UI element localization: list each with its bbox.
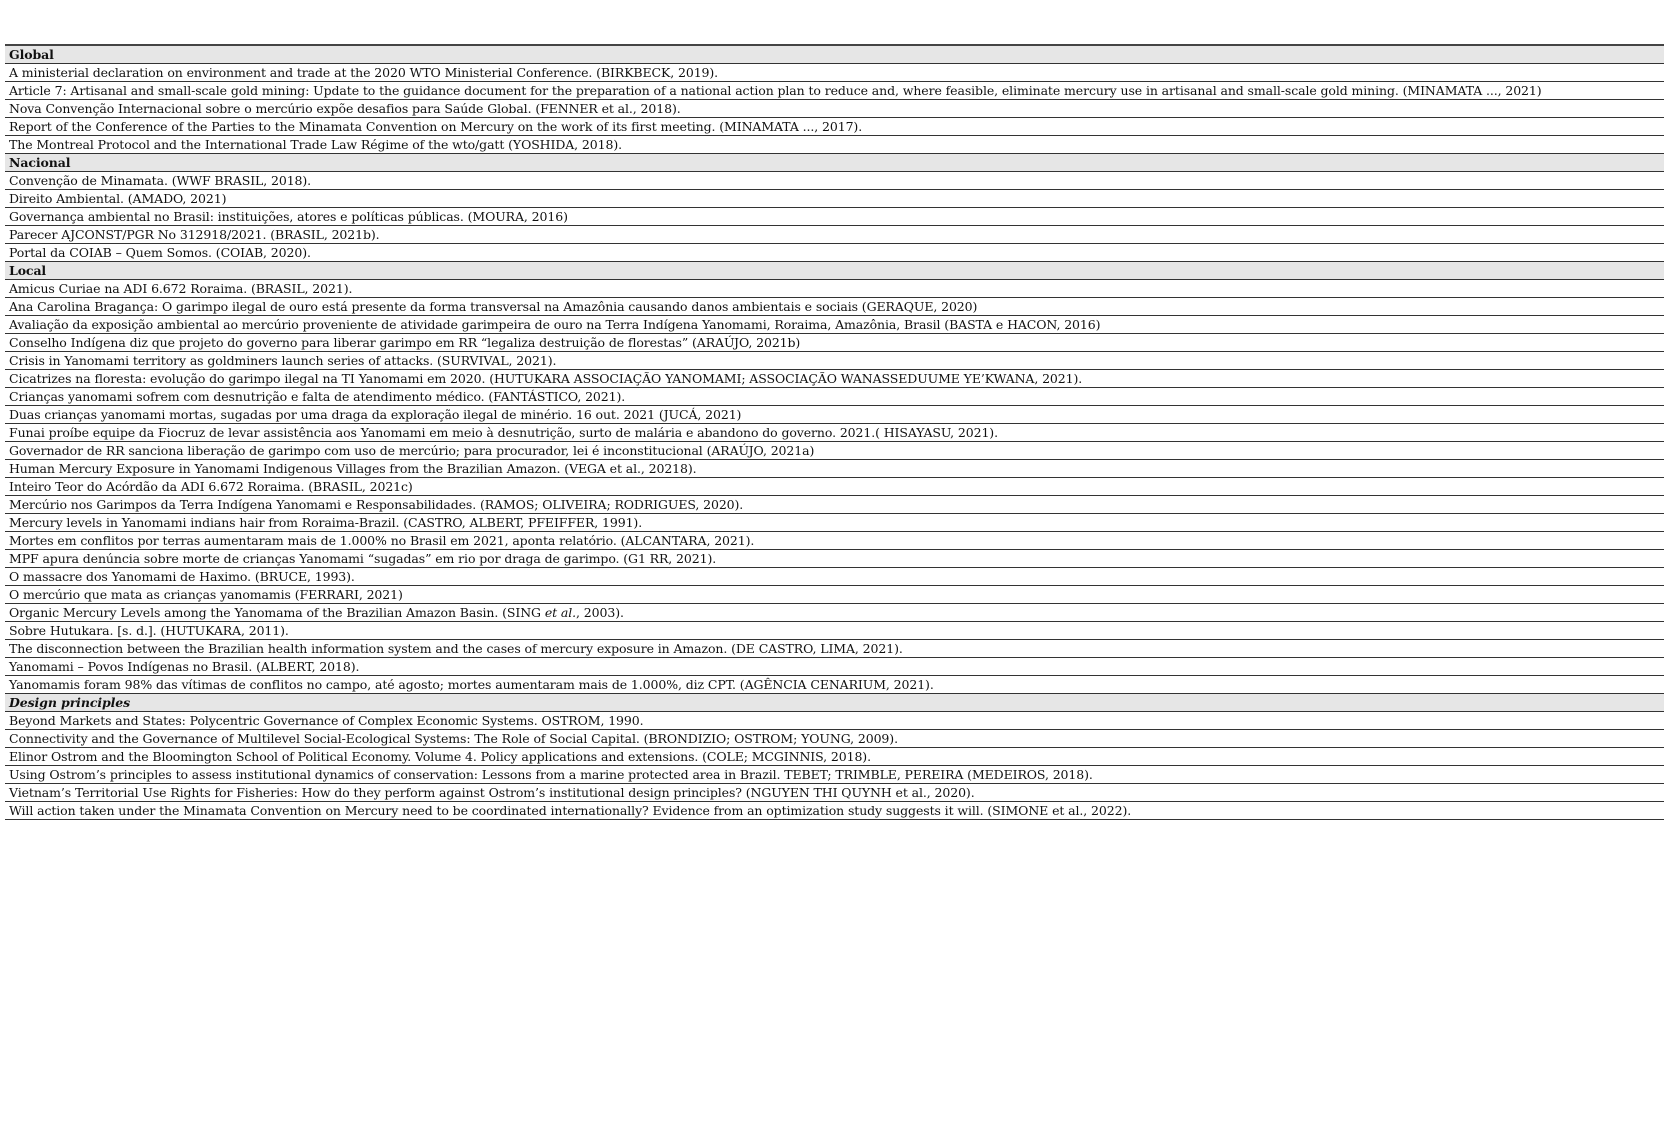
section-heading: Global bbox=[5, 45, 1664, 64]
reference-text: Funai proíbe equipe da Fiocruz de levar assistência aos Yanomami em meio à desnutrição, surto de malária e abandono do governo. 2021.( HISAYASU, 2021). bbox=[5, 424, 1664, 442]
reference-text: Governador de RR sanciona liberação de garimpo com uso de mercúrio; para procurador, lei é inconstitucional (ARAÚJO, 2021a) bbox=[5, 442, 1664, 460]
reference-row bbox=[5, 568, 1664, 586]
reference-text: Elinor Ostrom and the Bloomington School of Political Economy. Volume 4. Policy applications and extensions. (COLE; MCGINNIS, 2018). bbox=[5, 748, 1664, 766]
reference-row bbox=[5, 676, 1664, 694]
reference-row bbox=[5, 388, 1664, 406]
reference-row bbox=[5, 118, 1664, 136]
reference-text: Direito Ambiental. (AMADO, 2021) bbox=[5, 190, 1664, 208]
reference-text: O massacre dos Yanomami de Haximo. (BRUCE, 1993). bbox=[5, 568, 1664, 586]
reference-row bbox=[5, 136, 1664, 154]
reference-text: Avaliação da exposição ambiental ao mercúrio proveniente de atividade garimpeira de ouro na Terra Indígena Yanomami, Roraima, Amazônia, Brasil (BASTA e HACON, 2016) bbox=[5, 316, 1664, 334]
reference-row bbox=[5, 550, 1664, 568]
reference-row bbox=[5, 100, 1664, 118]
reference-text: Inteiro Teor do Acórdão da ADI 6.672 Roraima. (BRASIL, 2021c) bbox=[5, 478, 1664, 496]
reference-text: Convenção de Minamata. (WWF BRASIL, 2018). bbox=[5, 172, 1664, 190]
reference-text: Duas crianças yanomami mortas, sugadas por uma draga da exploração ilegal de minério. 16 out. 2021 (JUCÁ, 2021) bbox=[5, 406, 1664, 424]
et-al-italic: et al. bbox=[544, 605, 577, 620]
reference-text: Yanomamis foram 98% das vítimas de conflitos no campo, até agosto; mortes aumentaram mais de 1.000%, diz CPT. (AGÊNCIA CENARIUM, 2021). bbox=[5, 676, 1664, 694]
reference-text: Parecer AJCONST/PGR No 312918/2021. (BRASIL, 2021b). bbox=[5, 226, 1664, 244]
reference-text: Beyond Markets and States: Polycentric Governance of Complex Economic Systems. OSTROM, 1990. bbox=[5, 712, 1664, 730]
reference-row bbox=[5, 226, 1664, 244]
reference-row bbox=[5, 748, 1664, 766]
reference-text: The Montreal Protocol and the International Trade Law Régime of the wto/gatt (YOSHIDA, 2018). bbox=[5, 136, 1664, 154]
reference-text: Ana Carolina Bragança: O garimpo ilegal de ouro está presente da forma transversal na Amazônia causando danos ambientais e sociais (GERAQUE, 2020) bbox=[5, 298, 1664, 316]
reference-text: Crianças yanomami sofrem com desnutrição e falta de atendimento médico. (FANTÁSTICO, 2021). bbox=[5, 388, 1664, 406]
reference-row bbox=[5, 316, 1664, 334]
reference-row bbox=[5, 532, 1664, 550]
reference-row bbox=[5, 586, 1664, 604]
reference-text: Cicatrizes na floresta: evolução do garimpo ilegal na TI Yanomami em 2020. (HUTUKARA ASSOCIAÇÃO YANOMAMI; ASSOCIAÇÃO WANASSEDUUME YE’KWANA, 2021). bbox=[5, 370, 1664, 388]
reference-text: Connectivity and the Governance of Multilevel Social-Ecological Systems: The Role of Social Capital. (BRONDIZIO; OSTROM; YOUNG, 2009). bbox=[5, 730, 1664, 748]
reference-text: Vietnam’s Territorial Use Rights for Fisheries: How do they perform against Ostrom’s institutional design principles? (NGUYEN THI QUYNH et al., 2020). bbox=[5, 784, 1664, 802]
reference-row bbox=[5, 514, 1664, 532]
reference-row bbox=[5, 622, 1664, 640]
reference-text: Mercúrio nos Garimpos da Terra Indígena Yanomami e Responsabilidades. (RAMOS; OLIVEIRA; RODRIGUES, 2020). bbox=[5, 496, 1664, 514]
reference-row bbox=[5, 352, 1664, 370]
reference-text: Report of the Conference of the Parties to the Minamata Convention on Mercury on the work of its first meeting. (MINAMATA ..., 2017). bbox=[5, 118, 1664, 136]
reference-row bbox=[5, 640, 1664, 658]
reference-text: Using Ostrom’s principles to assess institutional dynamics of conservation: Lessons from a marine protected area in Brazil. TEBET; TRIMBLE, PEREIRA (MEDEIROS, 2018). bbox=[5, 766, 1664, 784]
reference-row bbox=[5, 730, 1664, 748]
reference-text: Organic Mercury Levels among the Yanomama of the Brazilian Amazon Basin. (SING et al., 2003). bbox=[5, 604, 1664, 622]
reference-text: Nova Convenção Internacional sobre o mercúrio expõe desafios para Saúde Global. (FENNER et al., 2018). bbox=[5, 100, 1664, 118]
reference-text: The disconnection between the Brazilian health information system and the cases of mercury exposure in Amazon. (DE CASTRO, LIMA, 2021). bbox=[5, 640, 1664, 658]
reference-row bbox=[5, 334, 1664, 352]
reference-text: Article 7: Artisanal and small-scale gold mining: Update to the guidance document for the preparation of a national action plan to reduce and, where feasible, eliminate mercury use in artisanal and small-scale gold mining. (MINAMATA ..., 2021) bbox=[5, 82, 1664, 100]
reference-text: Sobre Hutukara. [s. d.]. (HUTUKARA, 2011). bbox=[5, 622, 1664, 640]
section-header-row bbox=[5, 154, 1664, 172]
reference-row bbox=[5, 208, 1664, 226]
reference-text: Mercury levels in Yanomami indians hair from Roraima-Brazil. (CASTRO, ALBERT, PFEIFFER, 1991). bbox=[5, 514, 1664, 532]
reference-text: Conselho Indígena diz que projeto do governo para liberar garimpo em RR “legaliza destruição de florestas” (ARAÚJO, 2021b) bbox=[5, 334, 1664, 352]
reference-row bbox=[5, 424, 1664, 442]
reference-row bbox=[5, 442, 1664, 460]
reference-row bbox=[5, 658, 1664, 676]
section-header-row bbox=[5, 45, 1664, 64]
reference-row bbox=[5, 496, 1664, 514]
reference-text: Human Mercury Exposure in Yanomami Indigenous Villages from the Brazilian Amazon. (VEGA et al., 20218). bbox=[5, 460, 1664, 478]
reference-row bbox=[5, 784, 1664, 802]
reference-row bbox=[5, 190, 1664, 208]
reference-text: Mortes em conflitos por terras aumentaram mais de 1.000% no Brasil em 2021, aponta relatório. (ALCANTARA, 2021). bbox=[5, 532, 1664, 550]
reference-text: A ministerial declaration on environment and trade at the 2020 WTO Ministerial Conference. (BIRKBECK, 2019). bbox=[5, 64, 1664, 82]
reference-text: Yanomami – Povos Indígenas no Brasil. (ALBERT, 2018). bbox=[5, 658, 1664, 676]
references-table bbox=[5, 44, 1664, 820]
reference-row bbox=[5, 244, 1664, 262]
reference-text: Will action taken under the Minamata Convention on Mercury need to be coordinated internationally? Evidence from an optimization study suggests it will. (SIMONE et al., 2022). bbox=[5, 802, 1664, 820]
reference-row bbox=[5, 370, 1664, 388]
reference-row bbox=[5, 802, 1664, 820]
section-header-row bbox=[5, 262, 1664, 280]
reference-row bbox=[5, 406, 1664, 424]
reference-row bbox=[5, 766, 1664, 784]
reference-row bbox=[5, 460, 1664, 478]
reference-row bbox=[5, 64, 1664, 82]
reference-text: Governança ambiental no Brasil: instituições, atores e políticas públicas. (MOURA, 2016) bbox=[5, 208, 1664, 226]
section-heading: Design principles bbox=[5, 694, 1664, 712]
reference-text: Portal da COIAB – Quem Somos. (COIAB, 2020). bbox=[5, 244, 1664, 262]
section-header-row bbox=[5, 694, 1664, 712]
reference-row bbox=[5, 172, 1664, 190]
section-heading: Local bbox=[5, 262, 1664, 280]
reference-text: O mercúrio que mata as crianças yanomamis (FERRARI, 2021) bbox=[5, 586, 1664, 604]
reference-row bbox=[5, 298, 1664, 316]
reference-row bbox=[5, 82, 1664, 100]
reference-text: MPF apura denúncia sobre morte de crianças Yanomami “sugadas” em rio por draga de garimpo. (G1 RR, 2021). bbox=[5, 550, 1664, 568]
reference-row bbox=[5, 712, 1664, 730]
reference-row bbox=[5, 604, 1664, 622]
reference-text: Amicus Curiae na ADI 6.672 Roraima. (BRASIL, 2021). bbox=[5, 280, 1664, 298]
section-heading: Nacional bbox=[5, 154, 1664, 172]
reference-row bbox=[5, 280, 1664, 298]
reference-text: Crisis in Yanomami territory as goldminers launch series of attacks. (SURVIVAL, 2021). bbox=[5, 352, 1664, 370]
reference-row bbox=[5, 478, 1664, 496]
references-table-body bbox=[5, 45, 1664, 820]
